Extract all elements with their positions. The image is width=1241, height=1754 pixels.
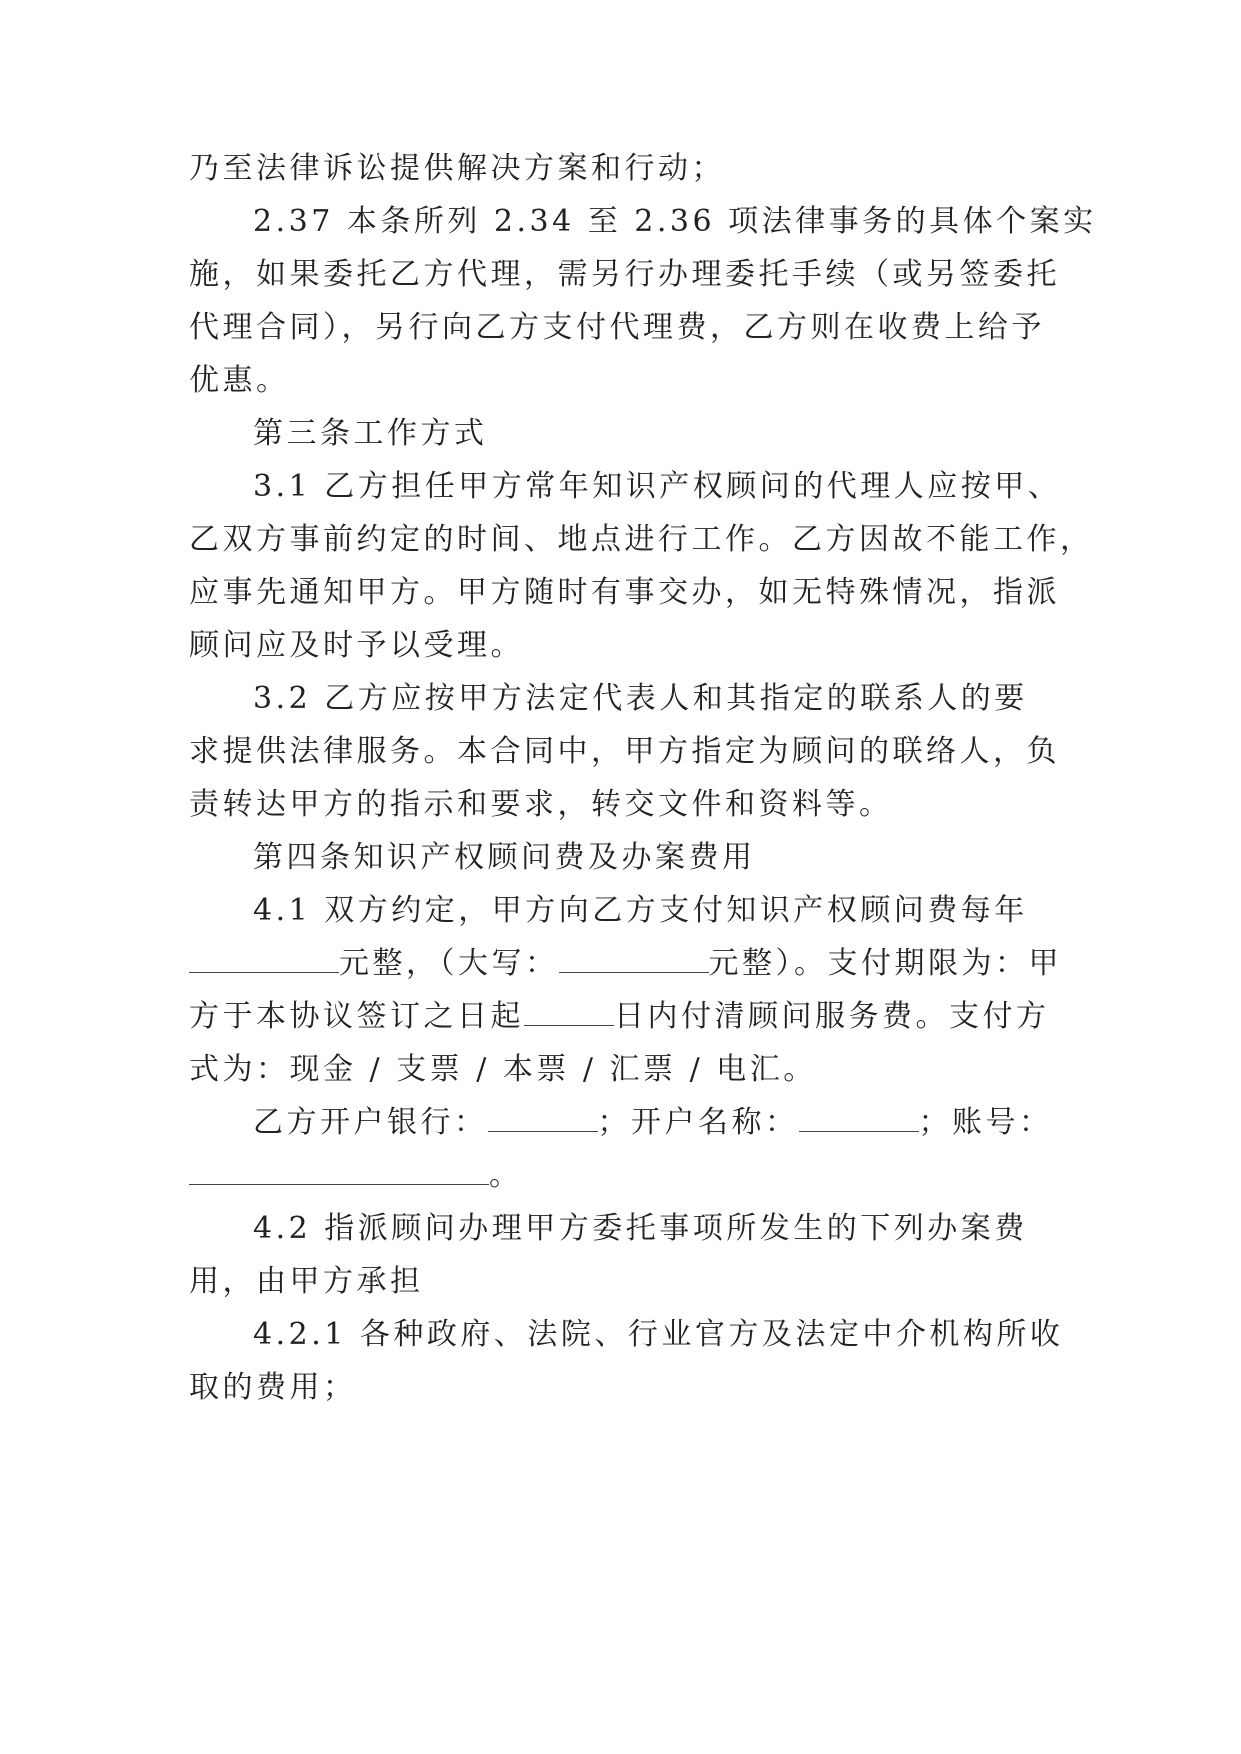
text-fragment: 元整）。支付期限为：甲: [708, 946, 1062, 981]
bank-name-blank[interactable]: [488, 1103, 598, 1132]
article-4-heading: 第四条知识产权顾问费及办案费用: [253, 840, 756, 875]
fee-amount-line: [189, 944, 1062, 984]
fee-amount-blank[interactable]: [189, 944, 339, 973]
article-3-heading: 第三条工作方式: [253, 416, 488, 451]
text-line: 优惠。: [189, 363, 290, 398]
text-line: 求提供法律服务。本合同中，甲方指定为顾问的联络人，负: [189, 734, 1060, 769]
fee-amount-words-blank[interactable]: [559, 944, 709, 973]
text-fragment: 方于本协议签订之日起: [189, 999, 524, 1034]
text-line: 乃至法律诉讼提供解决方案和行动；: [189, 151, 725, 186]
text-fragment: ；开户名称：: [597, 1105, 799, 1140]
account-name-blank[interactable]: [799, 1103, 919, 1132]
clause-2-37: 2.37 本条所列 2.34 至 2.36 项法律事务的具体个案实: [253, 204, 1097, 239]
text-fragment: 乙方开户银行：: [253, 1105, 488, 1140]
text-fragment: 日内付清顾问服务费。支付方: [614, 999, 1050, 1034]
clause-3-1: 3.1 乙方担任甲方常年知识产权顾问的代理人应按甲、: [253, 469, 1062, 504]
account-number-blank[interactable]: [189, 1156, 489, 1185]
clause-4-2-1: 4.2.1 各种政府、法院、行业官方及法定中介机构所收: [253, 1317, 1064, 1352]
text-line: 取的费用；: [189, 1370, 357, 1405]
text-line: 施，如果委托乙方代理，需另行办理委托手续（或另签委托: [189, 257, 1060, 292]
payment-term-line: [189, 997, 1059, 1037]
text-line: 应事先通知甲方。甲方随时有事交办，如无特殊情况，指派: [189, 575, 1060, 610]
text-fragment: 。: [489, 1158, 523, 1193]
clause-4-1: 4.1 双方约定，甲方向乙方支付知识产权顾问费每年: [253, 893, 1028, 928]
clause-4-2: 4.2 指派顾问办理甲方委托事项所发生的下列办案费: [253, 1211, 1028, 1246]
text-line: 代理合同），另行向乙方支付代理费，乙方则在收费上给予: [189, 310, 1045, 345]
payment-days-blank[interactable]: [524, 997, 614, 1026]
text-fragment: 元整，（大写：: [339, 946, 559, 981]
text-line: 责转达甲方的指示和要求，转交文件和资料等。: [189, 787, 893, 822]
text-line: 顾问应及时予以受理。: [189, 628, 524, 663]
text-line: 乙双方事前约定的时间、地点进行工作。乙方因故不能工作，: [189, 522, 1094, 557]
text-fragment: ；账号：: [918, 1105, 1053, 1140]
text-line: 用，由甲方承担: [189, 1264, 424, 1299]
payment-method-line: 式为：现金 / 支票 / 本票 / 汇票 / 电汇。: [189, 1052, 817, 1087]
account-number-line: [189, 1156, 1059, 1196]
clause-3-2: 3.2 乙方应按甲方法定代表人和其指定的联系人的要: [253, 681, 1028, 716]
bank-info-line: [253, 1103, 1059, 1143]
